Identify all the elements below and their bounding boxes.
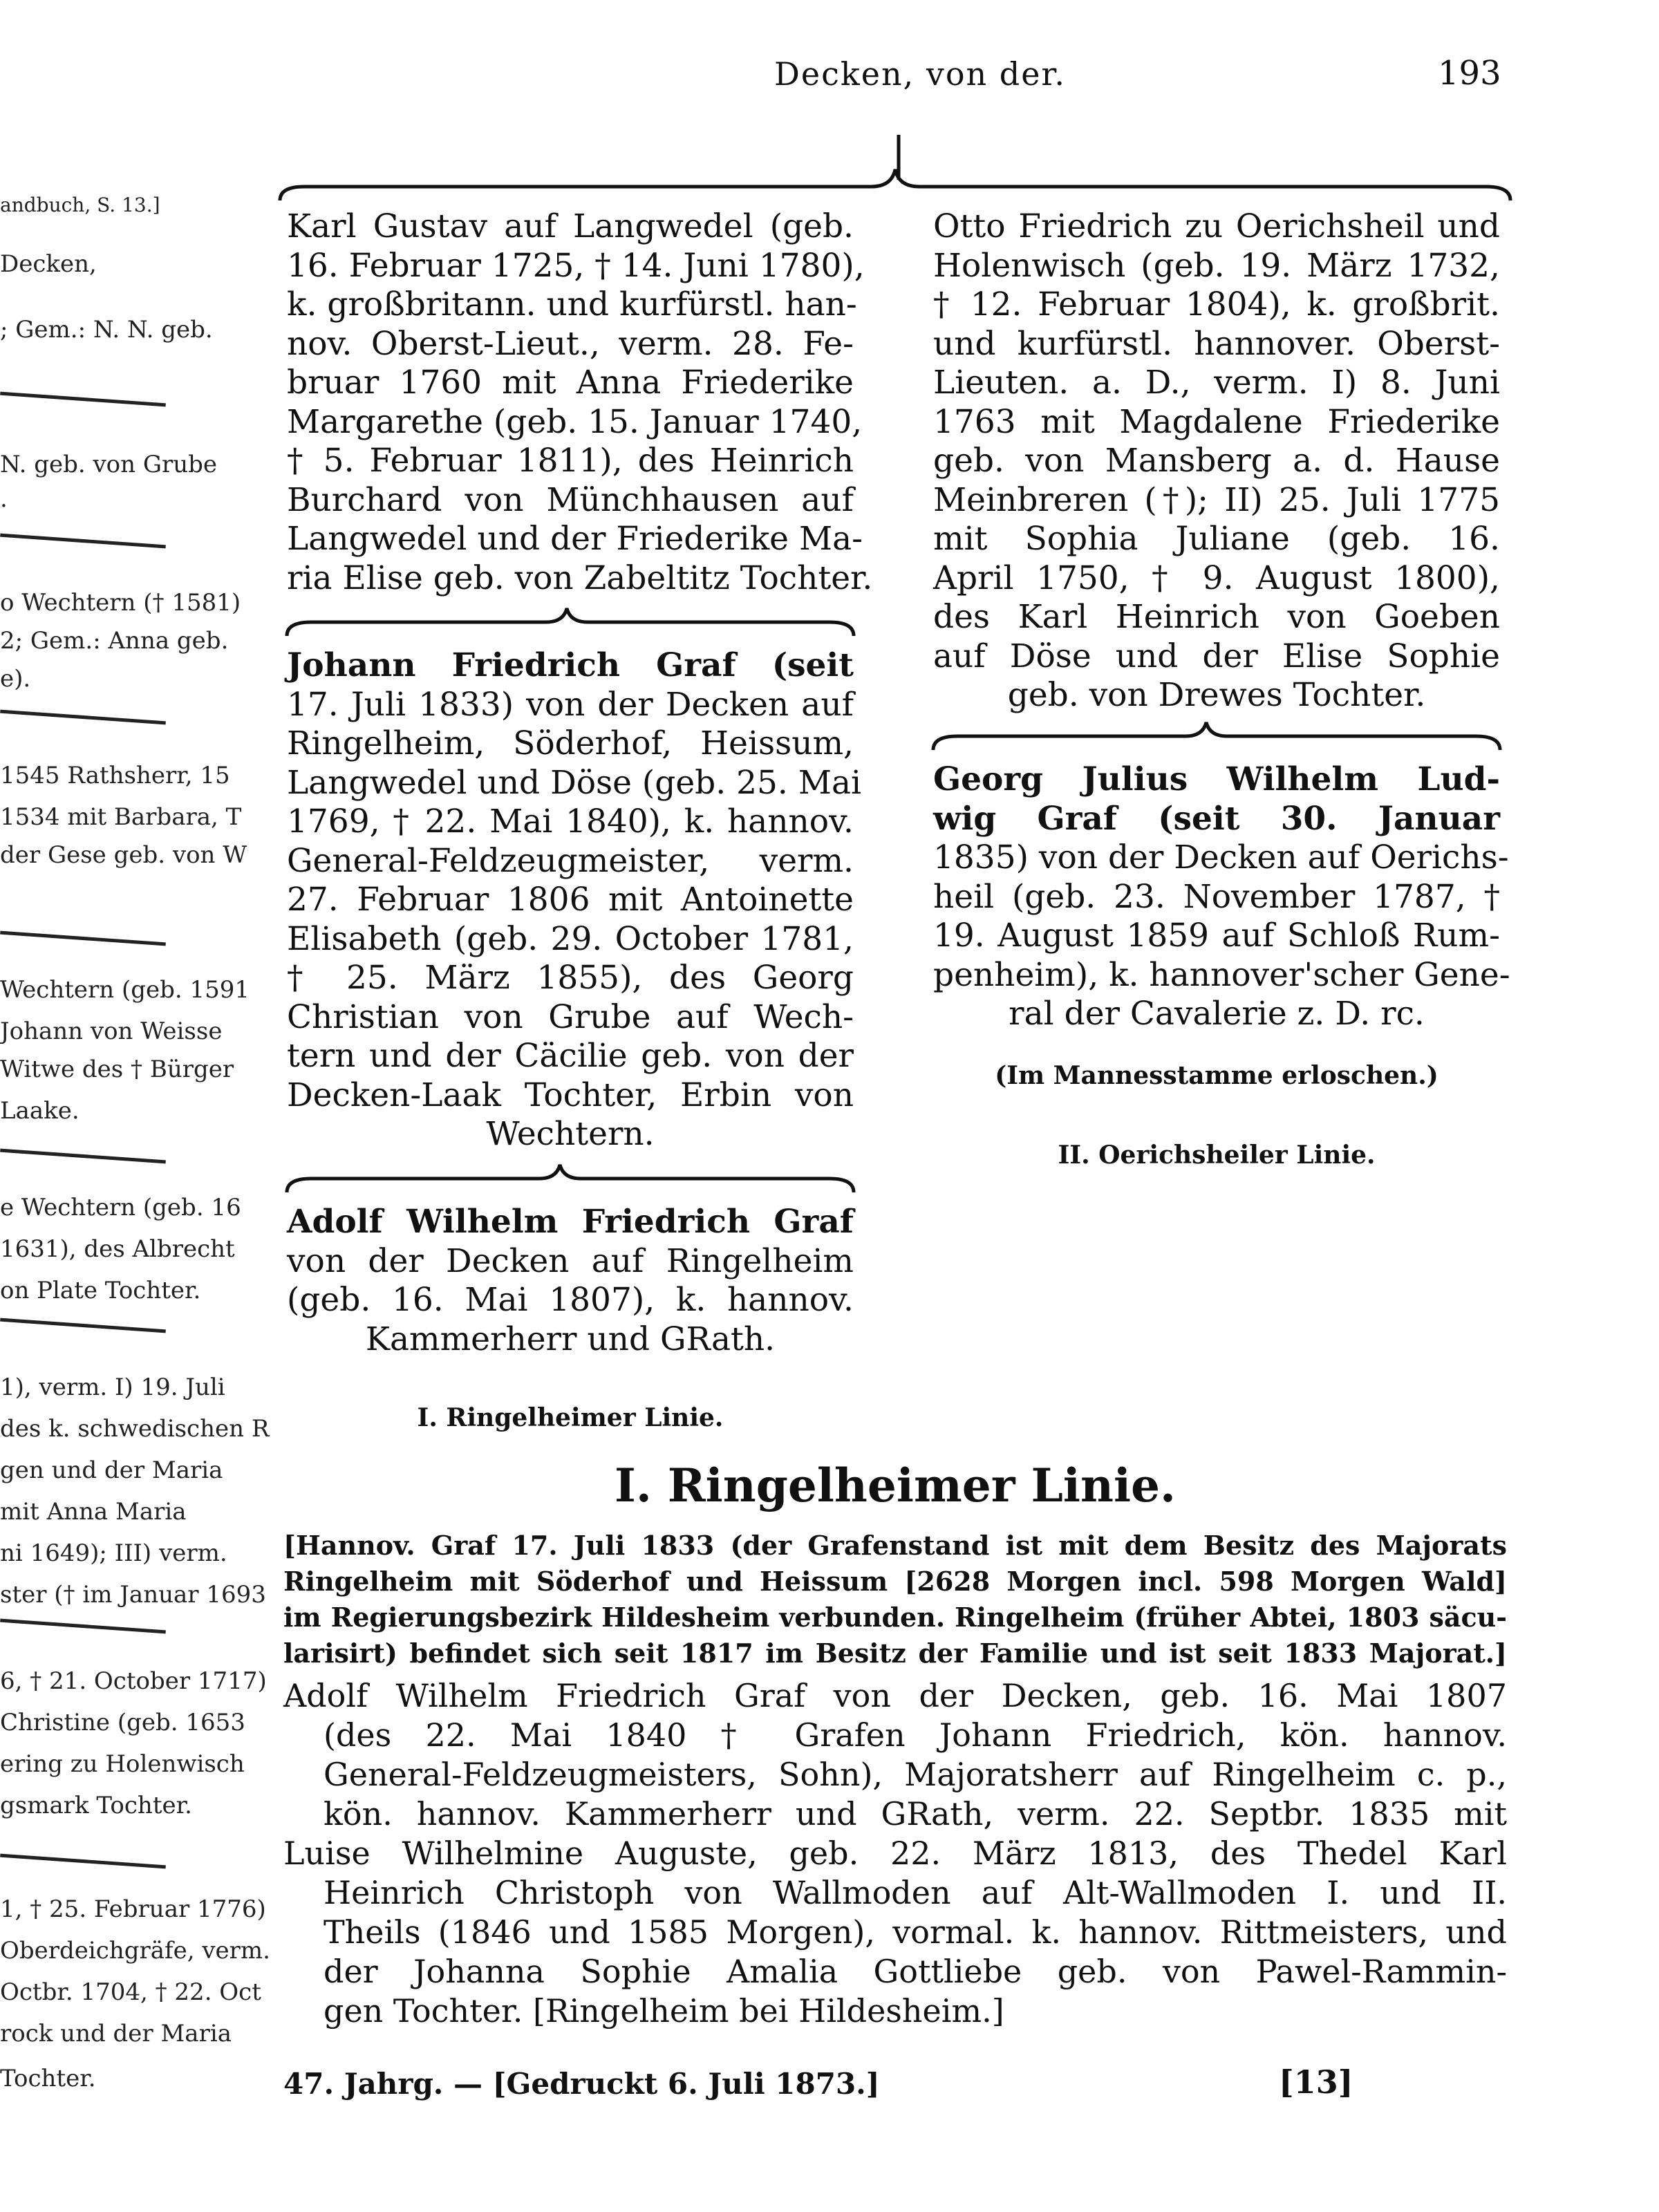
margin-fragment: Tochter. [0,2065,96,2092]
text-line: Johann Friedrich Graf (seit [287,646,854,684]
text-line: heil (geb. 23. November 1787, † [933,877,1500,916]
entry-otto-friedrich [933,207,1500,715]
line-label-ringelheim: I. Ringelheimer Linie. [417,1403,724,1432]
text-line: Holenwisch (geb. 19. März 1732, [933,246,1500,285]
page-number: 193 [1438,54,1501,93]
entry-georg-julius [933,760,1510,1034]
text-line: Adolf Wilhelm Friedrich Graf von der Decken, geb. 16. Mai 1807 [283,1677,1507,1714]
text-line: geb. von Mansberg a. d. Hause [933,442,1500,480]
text-line: nov. Oberst-Lieut., verm. 28. Fe- [287,324,854,363]
text-line: Georg Julius Wilhelm Lud- [933,760,1500,798]
text-line: Margarethe (geb. 15. Januar 1740, [287,402,863,441]
text-line: Heinrich Christoph von Wallmoden auf Alt-Wallmoden I. und II. [324,1874,1507,1911]
line-label-oerichsheil: II. Oerichsheiler Linie. [1058,1141,1376,1170]
text-line: Otto Friedrich zu Oerichsheil und [933,207,1500,245]
text-line: von der Decken auf Ringelheim [287,1241,854,1280]
text-line: auf Döse und der Elise Sophie [933,637,1500,675]
text-line: Langwedel und Döse (geb. 25. Mai [287,763,861,802]
text-line: Theils (1846 und 1585 Morgen), vormal. k. hannov. Rittmeisters, und [324,1913,1507,1951]
text-line: General-Feldzeugmeister, verm. [287,841,854,880]
right-brace-1 [930,719,1503,757]
margin-fragment: rock und der Maria [0,2020,232,2047]
left-margin-strip [0,0,270,2212]
margin-rule [0,1149,166,1164]
print-note: 47. Jahrg. — [Gedruckt 6. Juli 1873.] [283,2067,880,2101]
text-line: Decken-Laak Tochter, Erbin von [287,1076,854,1114]
margin-fragment: e). [0,665,31,693]
text-line: mit Sophia Juliane (geb. 16. [933,520,1500,558]
margin-rule [0,1318,166,1333]
text-line: † 12. Februar 1804), k. großbrit. [933,285,1500,324]
text-line: Burchard von Münchhausen auf [287,480,854,519]
margin-fragment: Laake. [0,1097,79,1125]
margin-fragment: des k. schwedischen R [0,1415,270,1443]
section-intro [283,1528,1507,1671]
margin-fragment: o Wechtern († 1581) [0,589,241,617]
text-line: Christian von Grube auf Wech- [287,997,854,1036]
margin-rule [0,931,166,946]
text-line: geb. von Drewes Tochter. [1007,676,1426,714]
text-line: kön. hannov. Kammerherr und GRath, verm. 22. Septbr. 1835 mit [324,1795,1507,1833]
top-brace [276,166,1514,207]
margin-fragment: gsmark Tochter. [0,1792,192,1819]
margin-fragment: ; Gem.: N. N. geb. [0,316,213,344]
section-title: I. Ringelheimer Linie. [614,1459,1177,1512]
text-line: 16. Februar 1725, † 14. Juni 1780), [287,246,865,285]
text-line: Lieuten. a. D., verm. I) 8. Juni [933,364,1500,402]
text-line: gen Tochter. [Ringelheim bei Hildesheim.] [324,1992,1004,2030]
text-line: Elisabeth (geb. 29. October 1781, [287,919,854,958]
left-brace-1 [283,605,857,643]
entry-adolf-wilhelm-tree [287,1203,854,1359]
text-line: 27. Februar 1806 mit Antoinette [287,881,854,919]
margin-rule [0,1854,166,1869]
extinct-note: (Im Mannesstamme erloschen.) [995,1061,1438,1090]
margin-fragment: Octbr. 1704, † 22. Oct [0,1978,261,2006]
margin-fragment: ster († im Januar 1693 [0,1581,266,1609]
text-line: wig Graf (seit 30. Januar [933,799,1500,838]
text-line: Wechtern. [486,1115,655,1153]
text-line: des Karl Heinrich von Goeben [933,598,1500,636]
text-line: General-Feldzeugmeisters, Sohn), Majoratsherr auf Ringelheim c. p., [324,1756,1507,1793]
margin-fragment: 1, † 25. Februar 1776) [0,1895,266,1923]
text-line: larisirt) befindet sich seit 1817 im Besitz der Familie und ist seit 1833 Majorat.] [283,1638,1507,1669]
margin-fragment: Johann von Weisse [0,1018,223,1045]
margin-fragment: . [0,485,8,513]
text-line: Langwedel und der Friederike Ma- [287,520,863,558]
signature-mark: [13] [1279,2063,1353,2101]
text-line: ral der Cavalerie z. D. rc. [1009,995,1425,1033]
text-line: k. großbritann. und kurfürstl. han- [287,285,857,324]
margin-fragment: andbuch, S. 13.] [0,194,160,216]
margin-rule [0,534,166,549]
running-title: Decken, von der. [774,55,1066,93]
text-line: ria Elise geb. von Zabeltitz Tochter. [287,559,873,597]
text-line: der Johanna Sophie Amalia Gottliebe geb. von Pawel-Rammin- [324,1953,1507,1990]
text-line: bruar 1760 mit Anna Friederike [287,364,854,402]
section-entry [283,1676,1507,2031]
margin-fragment: 1), verm. I) 19. Juli [0,1374,225,1401]
margin-fragment: 2; Gem.: Anna geb. [0,627,229,655]
margin-fragment: der Gese geb. von W [0,841,247,869]
text-line: tern und der Cäcilie geb. von der [287,1037,854,1075]
margin-fragment: ering zu Holenwisch [0,1750,245,1778]
margin-rule [0,392,166,407]
margin-fragment: 1631), des Albrecht [0,1235,235,1263]
text-line: Karl Gustav auf Langwedel (geb. [287,207,854,245]
margin-fragment: Witwe des † Bürger [0,1056,234,1083]
text-line: Ringelheim mit Söderhof und Heissum [2628 Morgen incl. 598 Morgen Wald] [283,1566,1507,1597]
text-line: † 25. März 1855), des Georg [287,959,854,997]
text-line: 1769, † 22. Mai 1840), k. hannov. [287,803,854,841]
text-line: 1763 mit Magdalene Friederike [933,402,1500,441]
margin-fragment: e Wechtern (geb. 16 [0,1194,241,1221]
text-line: im Regierungsbezirk Hildesheim verbunden. Ringelheim (früher Abtei, 1803 säcu- [283,1602,1507,1633]
margin-fragment: 6, † 21. October 1717) [0,1667,267,1695]
entry-karl-gustav [287,207,873,598]
margin-fragment: on Plate Tochter. [0,1277,201,1304]
text-line: (des 22. Mai 1840 † Grafen Johann Friedrich, kön. hannov. [324,1716,1507,1754]
margin-rule [0,1619,166,1634]
margin-rule [0,710,166,725]
text-line: 17. Juli 1833) von der Decken auf [287,685,854,724]
margin-fragment: 1545 Rathsherr, 15 [0,762,230,789]
margin-fragment: 1534 mit Barbara, T [0,803,242,831]
text-line: Meinbreren (†); II) 25. Juli 1775 [933,480,1500,519]
text-line: † 5. Februar 1811), des Heinrich [287,442,854,480]
text-line: Luise Wilhelmine Auguste, geb. 22. März 1813, des Thedel Karl [283,1835,1507,1872]
margin-fragment: Christine (geb. 1653 [0,1709,245,1736]
margin-fragment: Decken, [0,250,97,278]
margin-fragment: Wechtern (geb. 1591 [0,976,250,1004]
text-line: Ringelheim, Söderhof, Heissum, [287,724,854,762]
margin-fragment: gen und der Maria [0,1456,223,1484]
entry-johann-friedrich [287,646,861,1154]
text-line: (geb. 16. Mai 1807), k. hannov. [287,1281,854,1319]
text-line: penheim), k. hannover'scher Gene- [933,955,1510,994]
margin-fragment: Oberdeichgräfe, verm. [0,1937,270,1965]
left-brace-2 [283,1161,857,1199]
text-line: [Hannov. Graf 17. Juli 1833 (der Grafenstand ist mit dem Besitz des Majorats [283,1530,1507,1561]
text-line: 19. August 1859 auf Schloß Rum- [933,917,1500,955]
text-line: und kurfürstl. hannover. Oberst- [933,324,1500,363]
text-line: April 1750, † 9. August 1800), [933,559,1500,597]
margin-fragment: ni 1649); III) verm. [0,1539,227,1567]
text-line: 1835) von der Decken auf Oerichs- [933,838,1509,877]
margin-fragment: mit Anna Maria [0,1498,187,1526]
margin-fragment: N. geb. von Grube [0,451,218,478]
text-line: Kammerherr und GRath. [365,1320,776,1358]
text-line: Adolf Wilhelm Friedrich Graf [287,1203,854,1241]
